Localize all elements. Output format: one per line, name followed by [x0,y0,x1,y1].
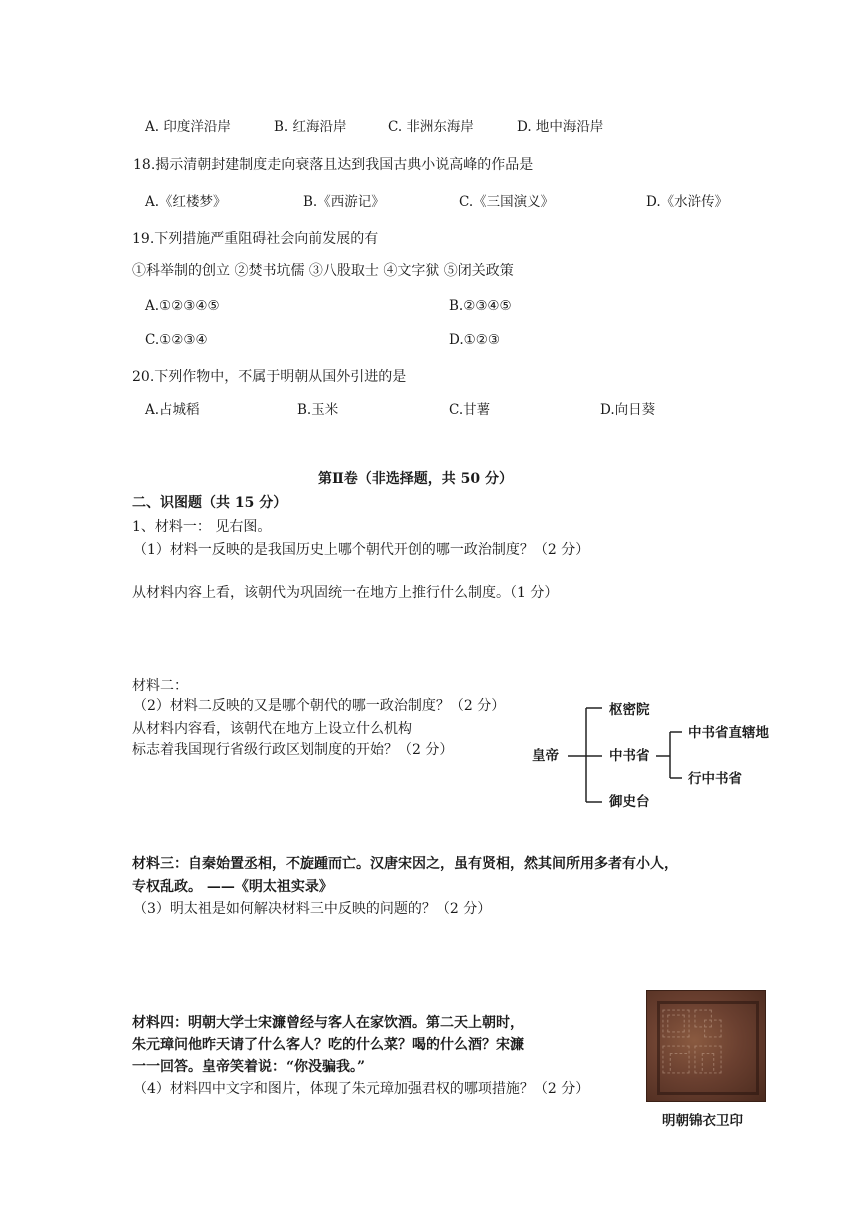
q20-option-d: D.向日葵 [600,402,656,418]
q19-items: ①科举制的创立 ②焚书坑儒 ③八股取士 ④文字狱 ⑤闭关政策 [132,263,514,279]
q17-option-b: B. 红海沿岸 [274,119,347,135]
q19-option-c: C.①②③④ [145,332,208,348]
diagram-shumiyuan: 枢密院 [609,702,650,718]
q19-option-b: B.②③④⑤ [449,298,512,314]
seal-glyph-bottom: ⿸⿵ [661,1044,725,1079]
question-2-c: 标志着我国现行省级行政区划制度的开始？（2 分） [132,742,454,758]
q18-option-b: B.《西游记》 [303,194,385,210]
question-3: （3）明太祖是如何解决材料三中反映的问题的？（2 分） [133,901,492,917]
q20-option-c: C.甘薯 [449,402,491,418]
q17-option-a: A. 印度洋沿岸 [145,119,231,135]
q18-option-c: C.《三国演义》 [459,194,555,210]
material1-label: 1、材料一： 见右图。 [132,519,272,535]
seal-glyph-top: ⿴⿻ [661,1008,725,1043]
question-2-b: 从材料内容看，该朝代在地方上设立什么机构 [132,721,412,737]
jinyiwei-seal-image [646,990,766,1102]
section-heading: 二、识图题（共 15 分） [132,495,288,511]
material2-label: 材料二： [132,678,188,694]
q18-stem: 18.揭示清朝封建制度走向衰落且达到我国古典小说高峰的作品是 [133,157,534,173]
q17-option-d: D. 地中海沿岸 [517,119,604,135]
question-1-b: 从材料内容上看，该朝代为巩固统一在地方上推行什么制度。（1 分） [132,585,559,601]
diagram-xingzhongshusheng: 行中书省 [688,771,742,787]
question-2-a: （2）材料二反映的又是哪个朝代的哪一政治制度？（2 分） [133,698,506,714]
q18-option-a: A.《红楼梦》 [145,194,227,210]
material3-line1: 材料三：自秦始置丞相，不旋踵而亡。汉唐宋因之，虽有贤相，然其间所用多者有小人， [132,856,678,872]
diagram-direct-territory: 中书省直辖地 [688,725,769,741]
q19-stem: 19.下列措施严重阻碍社会向前发展的有 [132,231,379,247]
seal-caption: 明朝锦衣卫印 [662,1113,743,1129]
diagram-yushitai: 御史台 [609,794,650,810]
question-4: （4）材料四中文字和图片，体现了朱元璋加强君权的哪项措施？（2 分） [133,1081,590,1097]
q18-option-d: D.《水浒传》 [646,194,729,210]
q19-option-a: A.①②③④⑤ [145,298,220,314]
q17-option-c: C. 非洲东海岸 [388,119,474,135]
material3-line2: 专权乱政。 ——《明太祖实录》 [132,879,333,895]
material4-line3: 一一回答。皇帝笑着说：“你没骗我。” [132,1059,366,1075]
material4-line2: 朱元璋问他昨天请了什么客人？吃的什么菜？喝的什么酒？宋濂 [132,1037,524,1053]
part2-title: 第Ⅱ卷（非选择题，共 50 分） [318,471,514,487]
q20-stem: 20.下列作物中，不属于明朝从国外引进的是 [132,369,407,385]
material4-line1: 材料四：明朝大学士宋濂曾经与客人在家饮酒。第二天上朝时， [132,1015,524,1031]
q20-option-a: A.占城稻 [145,402,200,418]
diagram-zhongshusheng: 中书省 [609,748,650,764]
q19-option-d: D.①②③ [449,332,500,348]
diagram-emperor: 皇帝 [532,748,559,764]
q20-option-b: B.玉米 [297,402,339,418]
question-1: （1）材料一反映的是我国历史上哪个朝代开创的哪一政治制度？（2 分） [133,542,590,558]
